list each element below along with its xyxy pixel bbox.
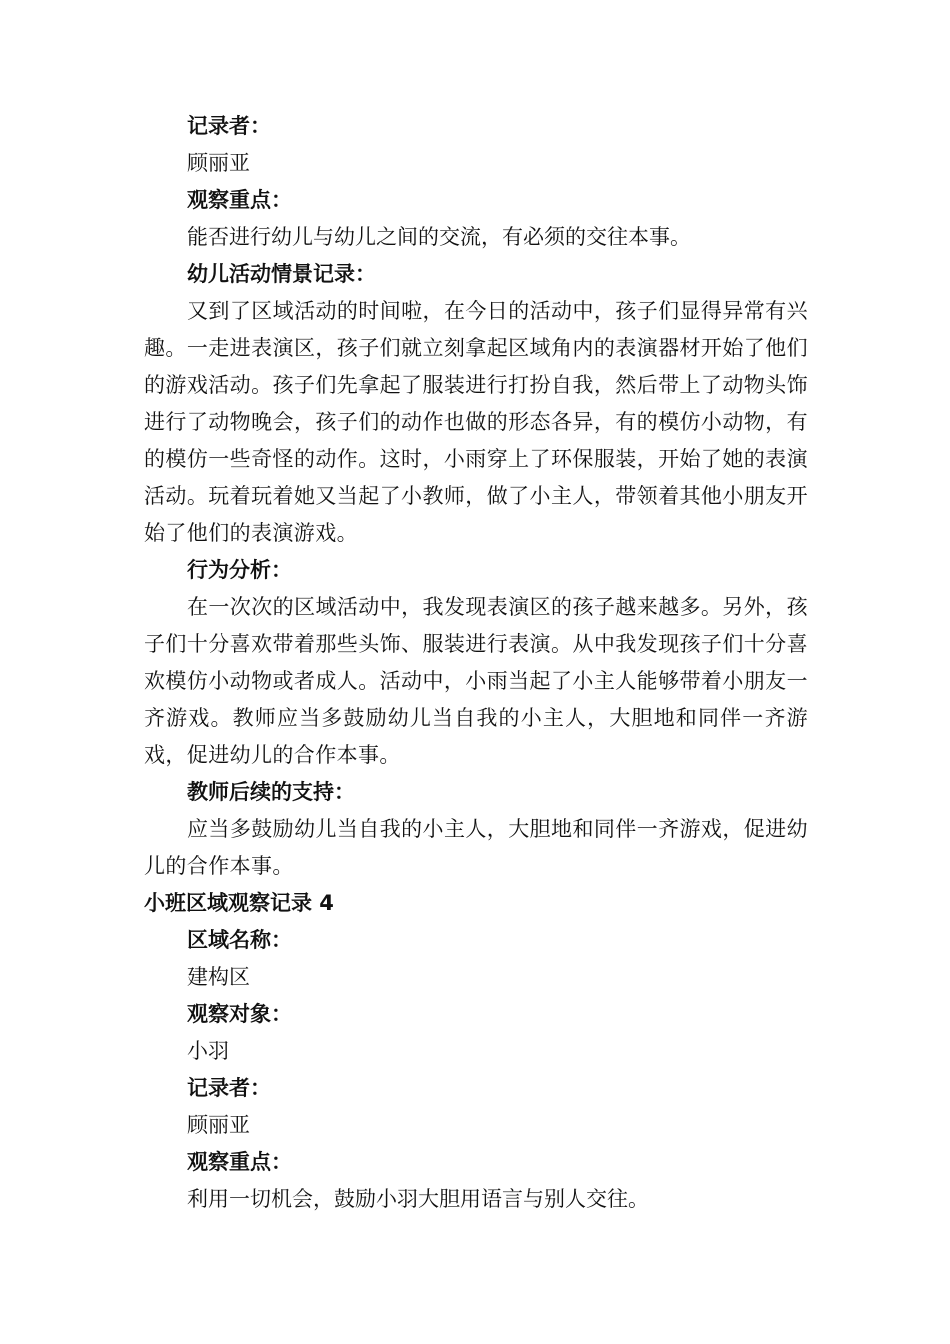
document-page bbox=[144, 108, 808, 1218]
support-paragraph: 应当多鼓励幼儿当自我的小主人，大胆地和同伴一齐游戏，促进幼儿的合作本事。 bbox=[144, 817, 808, 878]
scene-label: 幼儿活动情景记录： bbox=[187, 262, 376, 286]
recorder-label: 记录者： bbox=[187, 114, 271, 138]
recorder-value-2: 顾丽亚 bbox=[187, 1113, 250, 1137]
object-label: 观察对象： bbox=[187, 1002, 292, 1026]
recorder-value: 顾丽亚 bbox=[187, 151, 250, 175]
focus-value-2: 利用一切机会，鼓励小羽大胆用语言与别人交往。 bbox=[187, 1187, 649, 1211]
scene-paragraph: 又到了区域活动的时间啦，在今日的活动中，孩子们显得异常有兴趣。一走进表演区，孩子们就立刻拿起区域角内的表演器材开始了他们的游戏活动。孩子们先拿起了服装进行打扮自我，然后带上了动物头饰进行了动物晚会，孩子们的动作也做的形态各异，有的模仿小动物，有的模仿一些奇怪的动作。这时，小雨穿上了环保服装，开始了她的表演活动。玩着玩着她又当起了小教师，做了小主人，带领着其他小朋友开始了他们的表演游戏。 bbox=[144, 299, 808, 545]
focus-label-2: 观察重点： bbox=[187, 1150, 292, 1174]
section-title: 小班区域观察记录 4 bbox=[144, 891, 334, 915]
analysis-label: 行为分析： bbox=[187, 558, 292, 582]
recorder-label-2: 记录者： bbox=[187, 1076, 271, 1100]
analysis-paragraph: 在一次次的区域活动中，我发现表演区的孩子越来越多。另外，孩子们十分喜欢带着那些头饰、服装进行表演。从中我发现孩子们十分喜欢模仿小动物或者成人。活动中，小雨当起了小主人能够带着小朋友一齐游戏。教师应当多鼓励幼儿当自我的小主人，大胆地和同伴一齐游戏，促进幼儿的合作本事。 bbox=[144, 595, 808, 767]
focus-value: 能否进行幼儿与幼儿之间的交流，有必须的交往本事。 bbox=[187, 225, 691, 249]
focus-label: 观察重点： bbox=[187, 188, 292, 212]
support-label: 教师后续的支持： bbox=[187, 780, 355, 804]
area-label: 区域名称： bbox=[187, 928, 292, 952]
object-value: 小羽 bbox=[187, 1039, 229, 1063]
area-value: 建构区 bbox=[187, 965, 250, 989]
